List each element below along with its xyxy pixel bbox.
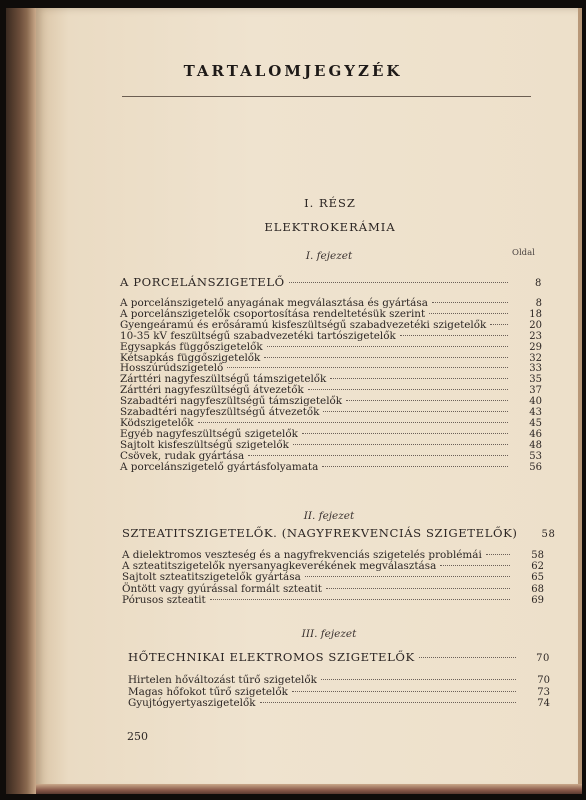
page-bottom-edge	[36, 784, 582, 794]
entry-title: 10-35 kV feszültségű szabadvezetéki tartószigetelők	[120, 329, 396, 342]
entry-title: Sajtolt kisfeszültségű szigetelők	[120, 438, 289, 451]
dot-leader	[292, 691, 516, 692]
dot-leader	[264, 357, 508, 358]
entry-title: Magas hőfokot tűrő szigetelők	[128, 685, 288, 698]
chapter-label: I. fejezet	[305, 250, 353, 262]
entry-title: Pórusos szteatit	[122, 593, 206, 606]
book-spine	[6, 8, 36, 794]
entry-title: Ködszigetelők	[120, 416, 194, 429]
dot-leader	[227, 367, 508, 368]
entry-title: A porcelánszigetelők csoportosítása rendeltetésük szerint	[120, 307, 426, 320]
heading-page: 70	[536, 653, 550, 664]
entry-title: Kétsapkás függőszigetelők	[120, 351, 261, 364]
chapter-label: II. fejezet	[303, 510, 355, 522]
entry-title: Szabadtéri nagyfeszültségű támszigetelők	[120, 395, 343, 408]
heading-text: HŐTECHNIKAI ELEKTROMOS SZIGETELŐK	[128, 650, 415, 664]
dot-leader	[490, 324, 508, 325]
entry-page: 20	[529, 319, 542, 331]
dot-leader	[346, 400, 508, 401]
chapter-heading	[122, 526, 556, 540]
entry-title: Zárttéri nagyfeszültségű átvezetők	[120, 384, 304, 397]
toc-entry	[128, 696, 550, 710]
entry-page: 33	[529, 363, 542, 375]
entry-page: 58	[531, 550, 544, 561]
entry-page: 68	[531, 583, 544, 595]
dot-leader	[293, 444, 508, 445]
dot-leader	[323, 411, 508, 412]
page-column-label: Oldal	[512, 248, 535, 258]
part-label: I. RÉSZ	[304, 196, 356, 210]
entry-page: 43	[529, 407, 542, 418]
heading-page: 8	[535, 278, 542, 289]
entry-page: 46	[529, 428, 542, 440]
entry-page: 65	[531, 572, 544, 584]
entry-title: A porcelánszigetelő gyártásfolyamata	[120, 460, 319, 473]
toc-entry	[122, 593, 544, 607]
page-title: TARTALOMJEGYZÉK	[183, 62, 403, 80]
dot-leader	[267, 346, 508, 347]
dot-leader	[302, 433, 508, 434]
dot-leader	[308, 389, 508, 390]
entry-page: 56	[529, 461, 542, 473]
entry-title: Gyujtógyertyaszigetelők	[128, 697, 256, 709]
entry-page: 8	[535, 298, 542, 309]
toc-entry	[120, 460, 542, 474]
entry-title: Szabadtéri nagyfeszültségű átvezetők	[120, 406, 320, 418]
heading-page: 58	[541, 529, 556, 540]
entry-title: Egyéb nagyfeszültségű szigetelők	[120, 427, 298, 440]
entry-title: Zárttéri nagyfeszültségű támszigetelők	[120, 373, 327, 386]
dot-leader	[305, 576, 510, 577]
dot-leader	[486, 554, 510, 555]
heading-text: A PORCELÁNSZIGETELŐ	[120, 275, 285, 289]
entry-title: A szteatitszigetelők nyersanyagkeverékének megválasztása	[122, 560, 437, 573]
entry-title: A dielektromos veszteség és a nagyfrekvenciás szigetelés problémái	[122, 549, 482, 561]
entry-page: 37	[529, 385, 542, 397]
entry-page: 23	[529, 330, 542, 342]
chapter-label: III. fejezet	[301, 628, 357, 640]
chapter-heading	[120, 275, 542, 289]
entry-page: 73	[537, 686, 550, 698]
entry-page: 45	[529, 417, 542, 429]
entry-page: 70	[537, 675, 550, 686]
dot-leader	[432, 302, 508, 303]
dot-leader	[248, 455, 508, 456]
dot-leader	[429, 313, 508, 314]
chapter-heading	[128, 650, 550, 664]
dot-leader	[198, 422, 508, 423]
page-edge	[578, 8, 582, 788]
entry-title: Csövek, rudak gyártása	[120, 449, 245, 462]
entry-title: Sajtolt szteatitszigetelők gyártása	[122, 571, 301, 584]
entry-page: 53	[529, 450, 542, 462]
entry-page: 35	[529, 374, 542, 386]
entry-page: 74	[537, 698, 550, 709]
dot-leader	[322, 466, 508, 467]
entry-title: Egysapkás függőszigetelők	[120, 340, 263, 353]
entry-title: A porcelánszigetelő anyagának megválasztása és gyártása	[120, 297, 428, 309]
entry-page: 48	[529, 439, 542, 451]
dot-leader	[260, 702, 516, 703]
entry-page: 32	[529, 352, 542, 364]
dot-leader	[321, 679, 516, 680]
dot-leader	[326, 588, 510, 589]
entry-title: Hirtelen hőváltozást tűrő szigetelők	[128, 674, 317, 686]
page-number: 250	[127, 730, 148, 743]
dot-leader	[210, 599, 510, 600]
entry-page: 29	[529, 341, 542, 353]
dot-leader	[400, 335, 508, 336]
entry-title: Gyengeáramú és erősáramú kisfeszültségű szabadvezetéki szigetelők	[120, 318, 487, 331]
title-rule	[122, 96, 531, 97]
entry-title: Öntött vagy gyúrással formált szteatit	[122, 582, 322, 595]
entry-page: 40	[529, 396, 542, 408]
entry-page: 69	[531, 594, 544, 606]
entry-page: 18	[529, 308, 542, 320]
dot-leader	[330, 378, 508, 379]
part-name: ELEKTROKERÁMIA	[264, 220, 396, 234]
dot-leader	[440, 565, 510, 566]
entry-page: 62	[531, 561, 544, 573]
heading-text: SZTEATITSZIGETELŐK. (NAGYFREKVENCIÁS SZIGETELŐK)	[122, 526, 518, 540]
entry-title: Hosszúrúdszigetelő	[120, 362, 224, 375]
